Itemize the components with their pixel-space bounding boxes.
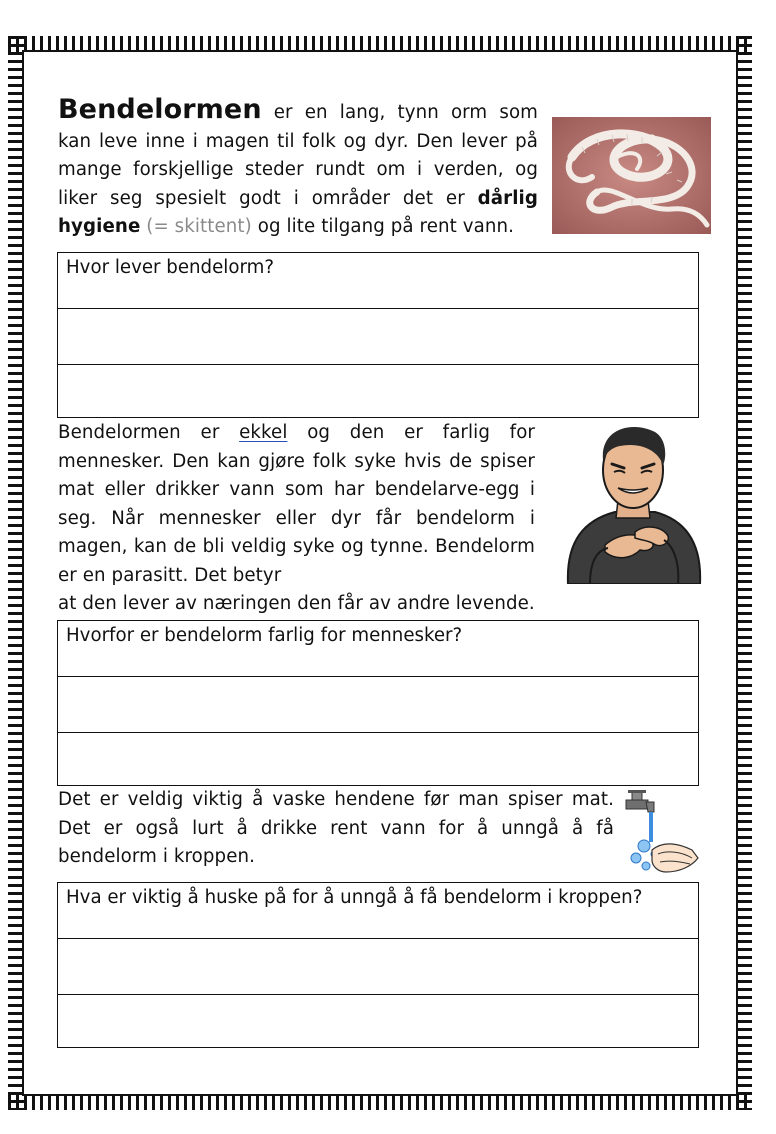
answer-row[interactable] (58, 309, 698, 365)
answer-row[interactable] (58, 253, 698, 309)
answer-row[interactable] (58, 621, 698, 677)
question-3: Hva er viktig å huske på for å unngå å få bendelorm i kroppen? (66, 887, 643, 908)
section3-paragraph: Det er veldig viktig å vaske hendene før man spiser mat. Det er også lurt å drikke rent vann for å unngå å få bendelorm i kroppen. (58, 789, 614, 868)
section2-underlined-word: ekkel (239, 422, 288, 443)
border-ticks-right (736, 36, 752, 1110)
answer-box-2 (57, 620, 699, 786)
section2-last-line: at den lever av næringen den får av andre levende. (58, 593, 535, 614)
section2-text-b: og den er farlig for mennesker. Den kan gjøre folk syke hvis de spiser mat eller drikker vann som har bendelarve-egg i seg. Når mennesker eller dyr får bendelorm i magen, kan de bli veldig syke og tynne. Bendelorm er en parasitt. Det betyr (58, 422, 535, 586)
question-1: Hvor lever bendelorm? (66, 257, 274, 278)
answer-row[interactable] (58, 677, 698, 733)
section2-paragraph (58, 419, 535, 591)
section1-text-b: og lite tilgang på rent vann. (251, 216, 515, 238)
section1-bold: dårlig hygiene (58, 187, 538, 238)
question-2: Hvorfor er bendelorm farlig for mennesker? (66, 625, 463, 646)
answer-row[interactable] (58, 995, 698, 1047)
answer-row[interactable] (58, 365, 698, 417)
answer-row[interactable] (58, 939, 698, 995)
border-ticks-bottom (8, 1094, 752, 1110)
section1-gray-note: (= skittent) (146, 216, 252, 238)
answer-box-3 (57, 882, 699, 1048)
title-word: Bendelormen (58, 94, 262, 125)
answer-row[interactable] (58, 733, 698, 785)
section1-paragraph (58, 96, 538, 242)
section2-text-a: Bendelormen er (58, 422, 240, 443)
section1-text-a: er en lang, tynn orm som kan leve inne i magen til folk og dyr. Den lever på mange forskjellige steder rundt om i verden, og liker seg spesielt godt i områder det er (58, 102, 538, 209)
tapeworm-image (552, 117, 711, 234)
answer-box-1 (57, 252, 699, 418)
sick-man-image (560, 420, 706, 584)
answer-row[interactable] (58, 883, 698, 939)
handwashing-image (622, 788, 700, 880)
